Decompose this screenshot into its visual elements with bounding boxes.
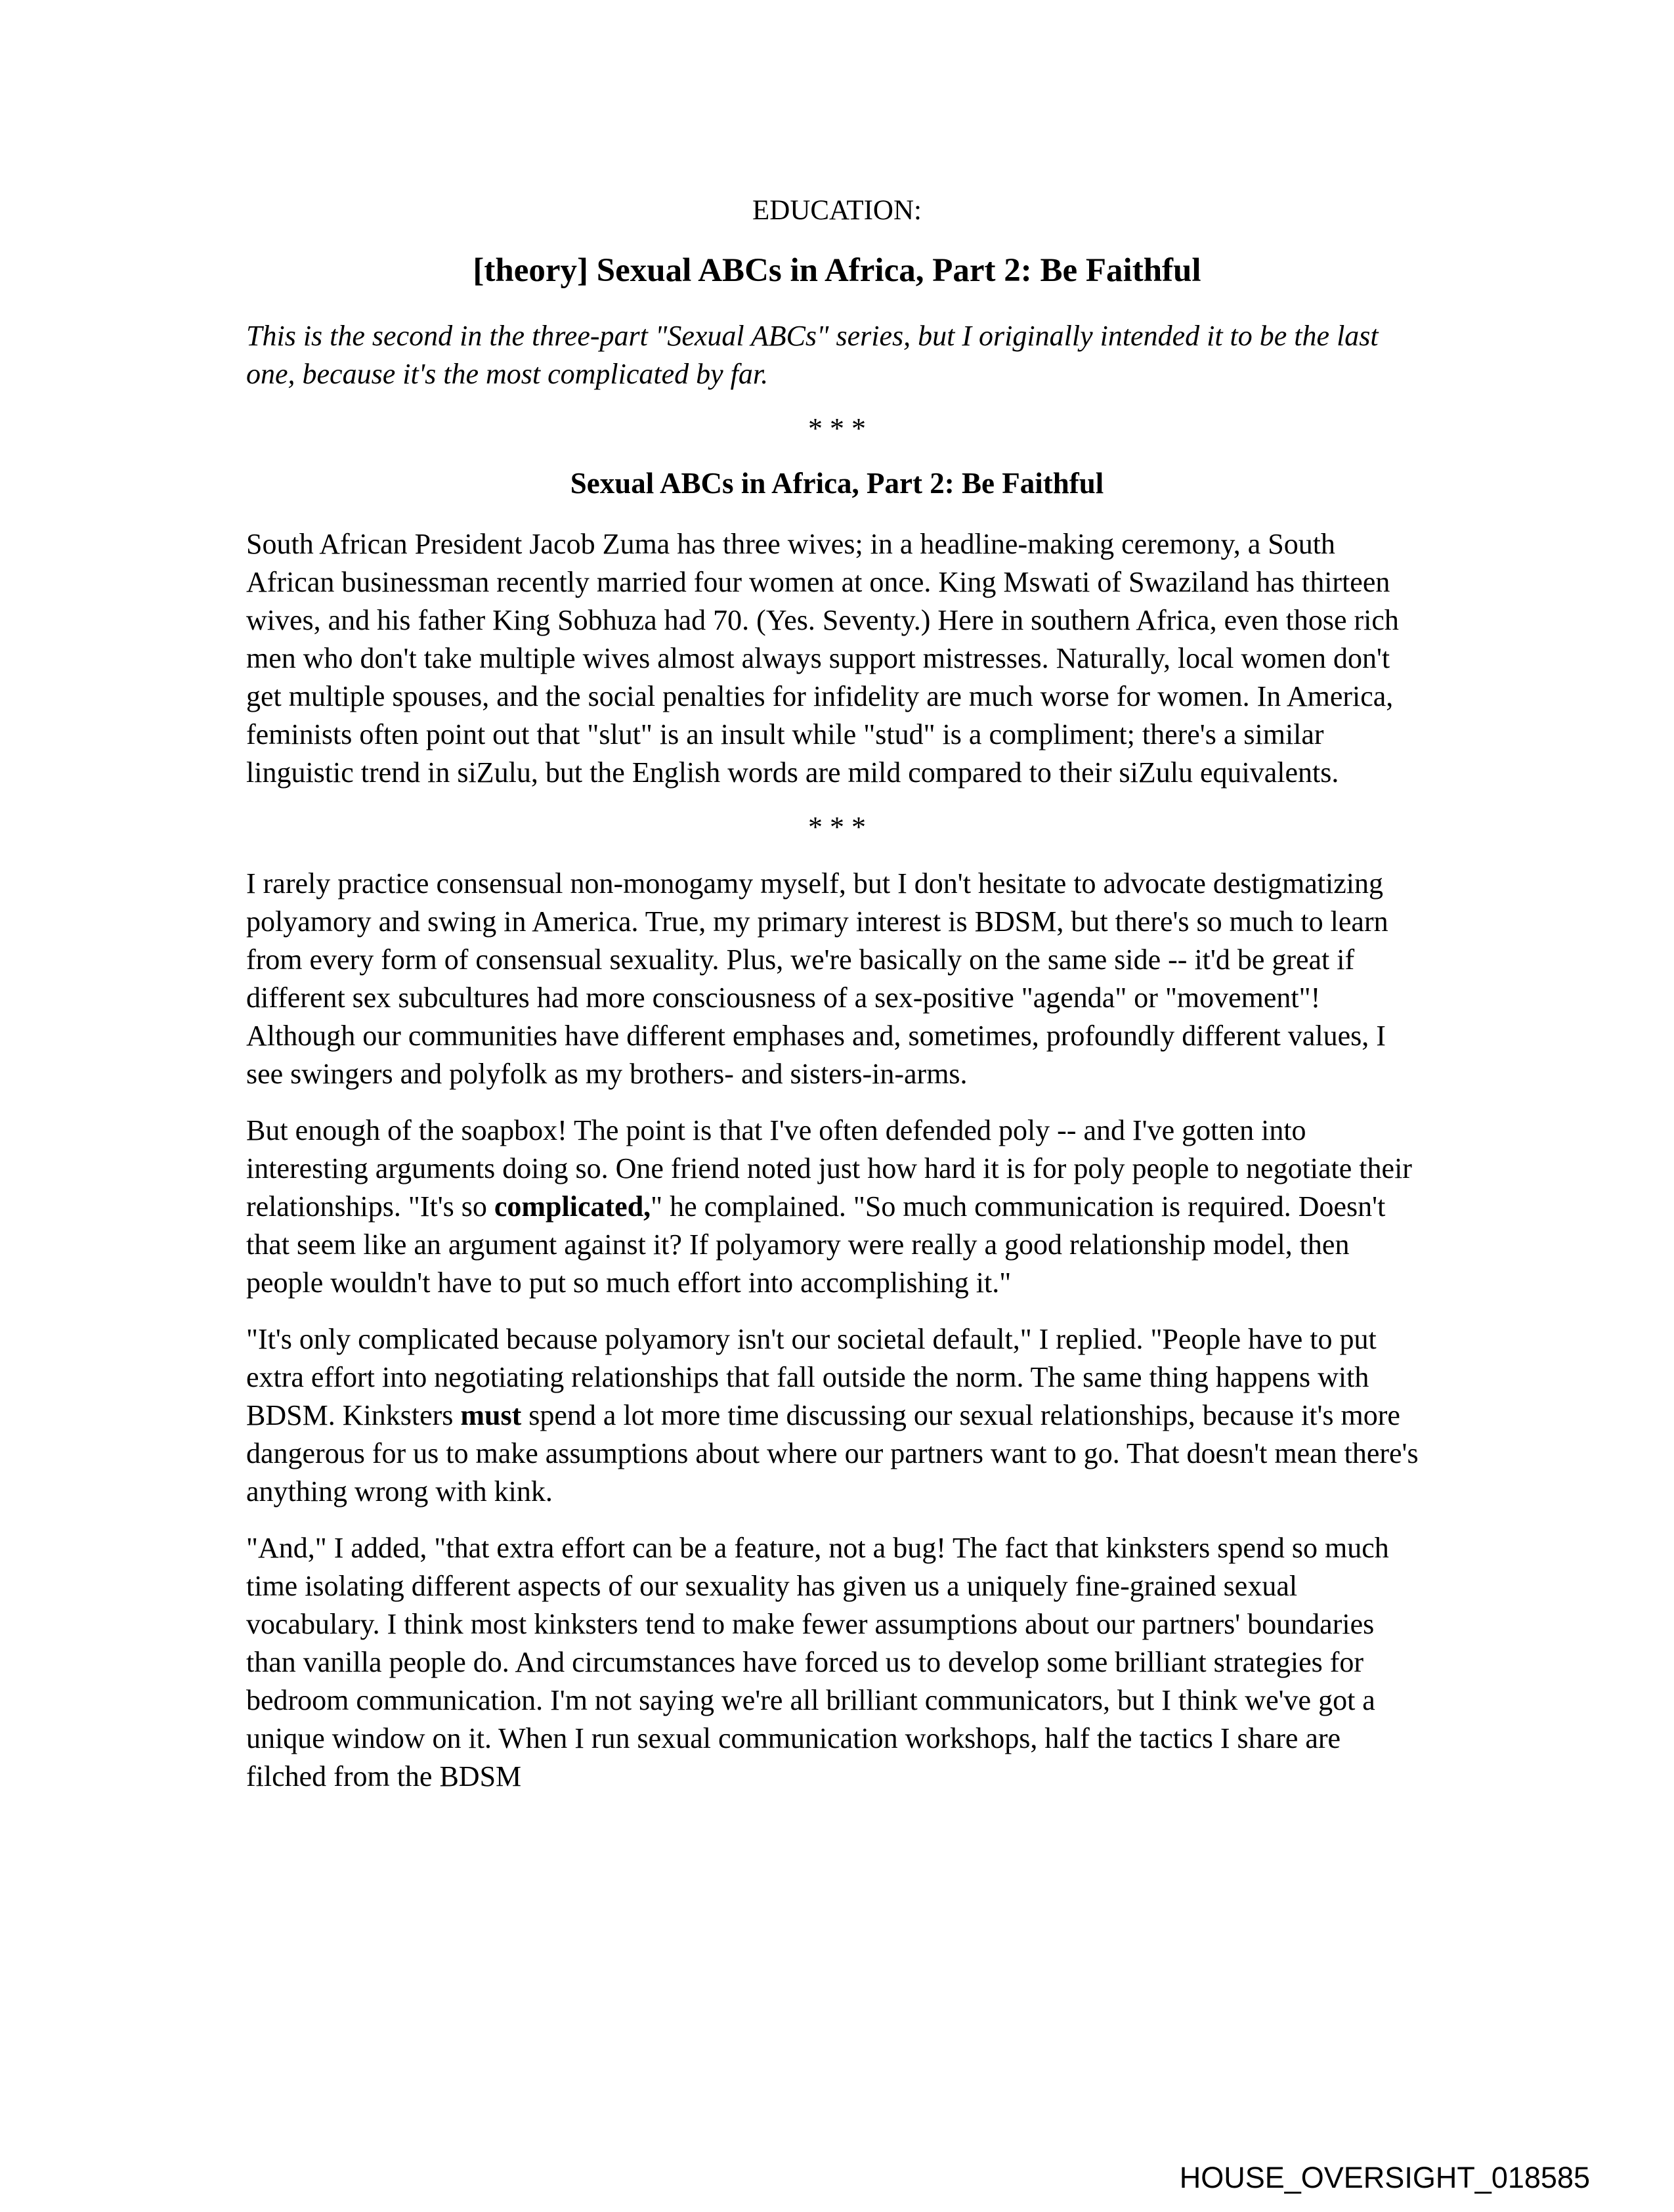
section-separator: * * * [808,412,866,445]
bates-number: HOUSE_OVERSIGHT_018585 [1179,2161,1590,2194]
paragraph-text-bold: complicated, [494,1190,651,1223]
intro-note: This is the second in the three-part "Sexual ABCs" series, but I originally intended it to be the last one, because it's the most complicated by far. [246,320,1379,390]
paragraph-text: But enough of the soapbox! The point is that I've often defended poly -- and I've gotten into interesting arguments doing so. One friend noted just how hard it is for poly people to negotiate their relationships. "It's so [246,1114,1412,1223]
paragraph-text-bold: must [460,1399,522,1431]
paragraph-text: South African President Jacob Zuma has three wives; in a headline-making ceremony, a South African businessman recently married four women at once. King Mswati of Swaziland has thirteen wives, and his father King Sobhuza had 70. (Yes. Seventy.) Here in southern Africa, even those rich men who don't take multiple wives almost always support mistresses. Naturally, local women don't get multiple spouses, and the social penalties for infidelity are much worse for women. In America, feminists often point out that "slut" is an insult while "stud" is a compliment; there's a similar linguistic trend in siZulu, but the English words are mild compared to their siZulu equivalents. [246,528,1399,789]
section-heading: Sexual ABCs in Africa, Part 2: Be Faithful [570,467,1104,500]
section-separator: * * * [808,811,866,843]
paragraph-text: spend a lot more time discussing our sexual relationships, because it's more dangerous for us to make assumptions about where our partners want to go. That doesn't mean there's anything wrong with kink. [246,1399,1419,1507]
body-paragraph [246,525,1428,792]
body-paragraph [246,1529,1428,1796]
body-paragraph [246,865,1428,1093]
page-title: [theory] Sexual ABCs in Africa, Part 2: Be Faithful [473,252,1201,289]
kicker: EDUCATION: [752,195,922,226]
paragraph-text: "And," I added, "that extra effort can be a feature, not a bug! The fact that kinksters spend so much time isolating different aspects of our sexuality has given us a uniquely fine-grained sexual vocabulary. I think most kinksters tend to make fewer assumptions about our partners' boundaries than vanilla people do. And circumstances have forced us to develop some brilliant strategies for bedroom communication. I'm not saying we're all brilliant communicators, but I think we've got a unique window on it. When I run sexual communication workshops, half the tactics I share are filched from the BDSM [246,1532,1389,1792]
paragraph-text: "It's only complicated because polyamory isn't our societal default," I replied. "People have to put extra effort into negotiating relationships that fall outside the norm. The same thing happens with BDSM. Kinksters [246,1323,1377,1431]
paragraph-text: I rarely practice consensual non-monogamy myself, but I don't hesitate to advocate destigmatizing polyamory and swing in America. True, my primary interest is BDSM, but there's so much to learn from every form of consensual sexuality. Plus, we're basically on the same side -- it'd be great if different sex subcultures had more consciousness of a sex-positive "agenda" or "movement"! Although our communities have different emphases and, sometimes, profoundly different values, I see swingers and polyfolk as my brothers- and sisters-in-arms. [246,867,1388,1090]
paragraph-text: " he complained. "So much communication is required. Doesn't that seem like an argument against it? If polyamory were really a good relationship model, then people wouldn't have to put so much effort into accomplishing it." [246,1190,1386,1299]
body-paragraph [246,1320,1428,1511]
body-paragraph [246,1112,1428,1302]
